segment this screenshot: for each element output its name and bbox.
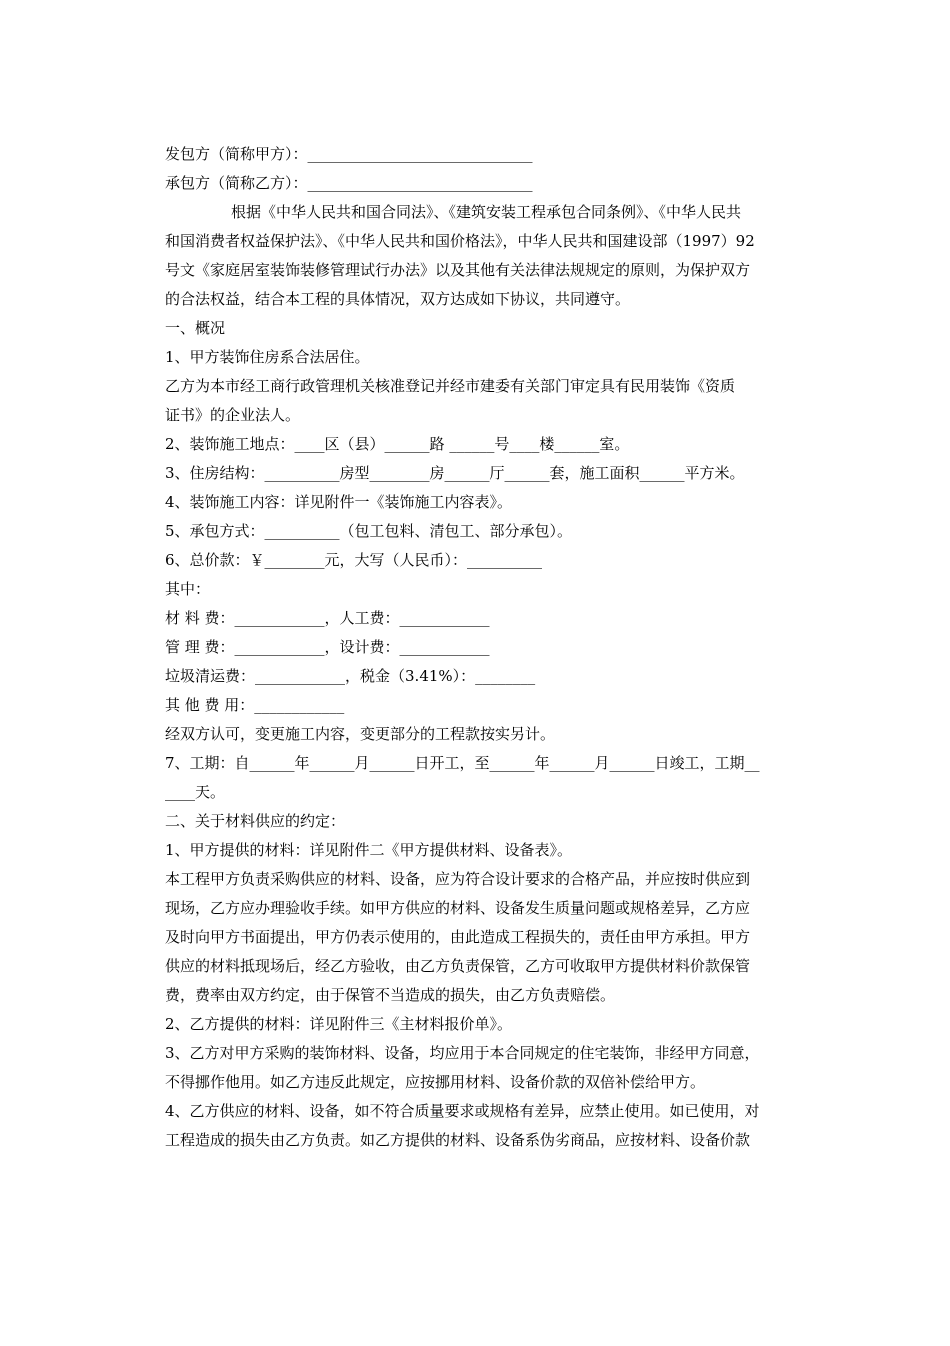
clause-line: 4、装饰施工内容：详见附件一《装饰施工内容表》。: [165, 493, 513, 511]
fee-line: 管 理 费：____________，设计费：____________: [165, 638, 490, 656]
clause-line: 及时向甲方书面提出，甲方仍表示使用的，由此造成工程损失的，责任由甲方承担。甲方: [165, 928, 751, 946]
clause-line: 4、乙方供应的材料、设备，如不符合质量要求或规格有差异，应禁止使用。如已使用，对: [165, 1102, 760, 1120]
party-a-line: 发包方（简称甲方）：______________________________: [165, 145, 533, 163]
clause-line: 现场，乙方应办理验收手续。如甲方供应的材料、设备发生质量问题或规格差异，乙方应: [165, 899, 751, 917]
clause-line: 2、装饰施工地点：____区（县）______路 ______号____楼______室。: [165, 435, 630, 453]
clause-line: 其中：: [165, 580, 211, 598]
clause-line: 供应的材料抵现场后，经乙方验收，由乙方负责保管，乙方可收取甲方提供材料价款保管: [165, 957, 751, 975]
clause-line: 本工程甲方负责采购供应的材料、设备，应为符合设计要求的合格产品，并应按时供应到: [165, 870, 751, 888]
section-heading: 二、关于材料供应的约定：: [165, 812, 346, 830]
section-heading: 一、概况: [165, 319, 226, 337]
contract-body: [165, 140, 805, 1155]
clause-line: 经双方认可，变更施工内容，变更部分的工程款按实另计。: [165, 725, 556, 743]
clause-line: 3、乙方对甲方采购的装饰材料、设备，均应用于本合同规定的住宅装饰，非经甲方同意，: [165, 1044, 760, 1062]
clause-line: 不得挪作他用。如乙方违反此规定，应按挪用材料、设备价款的双倍补偿给甲方。: [165, 1073, 706, 1091]
clause-line: 工程造成的损失由乙方负责。如乙方提供的材料、设备系伪劣商品，应按材料、设备价款: [165, 1131, 751, 1149]
clause-line: 3、住房结构：__________房型________房______厅______套，施工面积______平方米。: [165, 464, 745, 482]
preamble-line: 和国消费者权益保护法》、《中华人民共和国价格法》，中华人民共和国建设部（1997）92: [165, 232, 755, 250]
fee-line: 垃圾清运费：____________，税金（3.41%）：________: [165, 667, 536, 685]
preamble-line: 的合法权益，结合本工程的具体情况，双方达成如下协议，共同遵守。: [165, 290, 631, 308]
clause-line: 7、工期：自______年______月______日开工，至______年______月______日竣工，工期__: [165, 754, 760, 772]
party-b-line: 承包方（简称乙方）：______________________________: [165, 174, 533, 192]
clause-line: 6、总价款：￥________元，大写（人民币）：__________: [165, 551, 543, 569]
clause-line: 证书》的企业法人。: [165, 406, 301, 424]
clause-line: ____天。: [165, 783, 226, 801]
clause-line: 乙方为本市经工商行政管理机关核准登记并经市建委有关部门审定具有民用装饰《资质: [165, 377, 736, 395]
clause-line: 费，费率由双方约定，由于保管不当造成的损失，由乙方负责赔偿。: [165, 986, 616, 1004]
fee-line: 其 他 费 用：____________: [165, 696, 345, 714]
clause-line: 2、乙方提供的材料：详见附件三《主材料报价单》。: [165, 1015, 513, 1033]
preamble-line: 根据《中华人民共和国合同法》、《建筑安装工程承包合同条例》、《中华人民共: [231, 203, 742, 221]
clause-line: 1、甲方装饰住房系合法居住。: [165, 348, 370, 366]
clause-line: 1、甲方提供的材料：详见附件二《甲方提供材料、设备表》。: [165, 841, 573, 859]
clause-line: 5、承包方式：__________（包工包料、清包工、部分承包）。: [165, 522, 573, 540]
preamble-line: 号文《家庭居室装饰装修管理试行办法》以及其他有关法律法规规定的原则，为保护双方: [165, 261, 751, 279]
fee-line: 材 料 费：____________，人工费：____________: [165, 609, 490, 627]
